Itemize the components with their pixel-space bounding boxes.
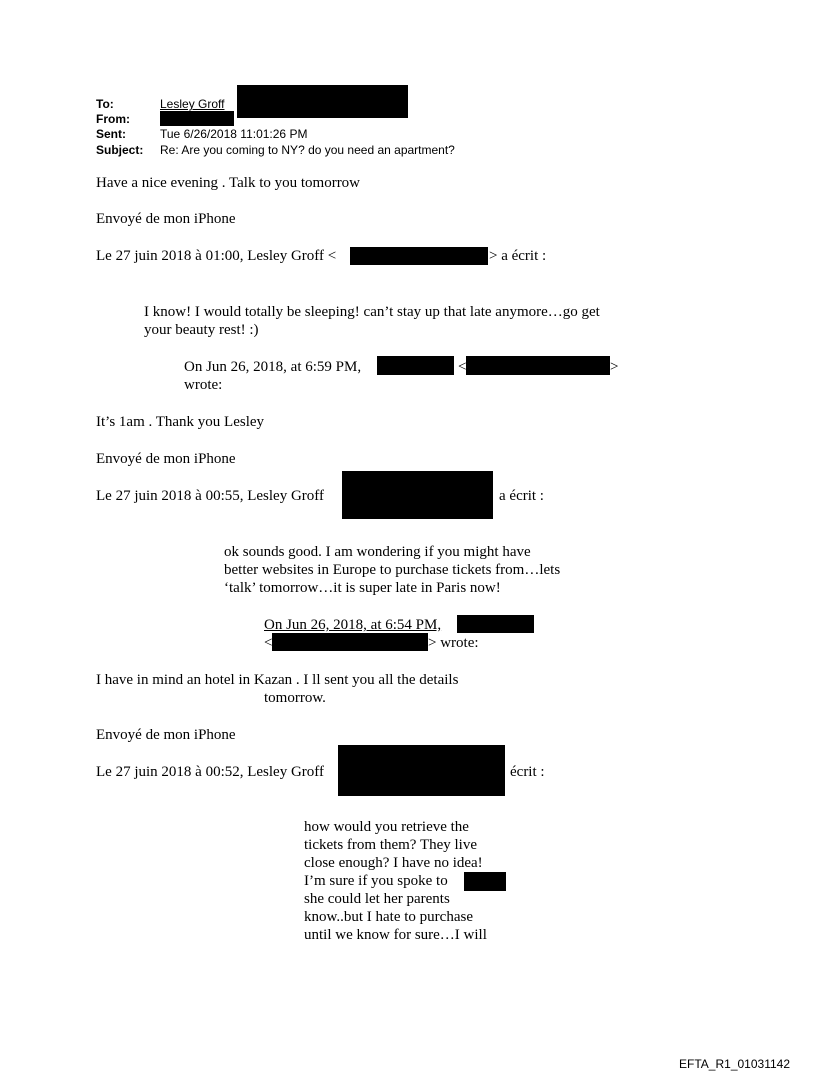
quoted-text: I know! I would totally be sleeping! can’t stay up that late anymore…go get bbox=[144, 304, 600, 320]
redaction-box bbox=[237, 85, 408, 118]
signature: Envoyé de mon iPhone bbox=[96, 211, 236, 227]
signature: Envoyé de mon iPhone bbox=[96, 451, 236, 467]
quote-attribution-suffix: > wrote: bbox=[428, 635, 479, 651]
quote-attribution: On Jun 26, 2018, at 6:59 PM, bbox=[184, 359, 362, 375]
quote-attribution: wrote: bbox=[184, 377, 223, 393]
to-value: Lesley Groff bbox=[160, 97, 225, 111]
from-label: From: bbox=[96, 112, 130, 126]
sent-value: Tue 6/26/2018 11:01:26 PM bbox=[160, 127, 308, 141]
redaction-box bbox=[272, 633, 428, 651]
angle-open: < bbox=[264, 635, 273, 651]
quoted-text: tickets from them? They live bbox=[304, 837, 478, 853]
signature: Envoyé de mon iPhone bbox=[96, 727, 236, 743]
redaction-box bbox=[160, 111, 234, 126]
quote-attribution: Le 27 juin 2018 à 00:55, Lesley Groff bbox=[96, 488, 325, 504]
angle-open: < bbox=[458, 359, 467, 375]
quoted-text: ‘talk’ tomorrow…it is super late in Paris now! bbox=[224, 580, 501, 596]
angle-close: > bbox=[610, 359, 619, 375]
subject-label: Subject: bbox=[96, 143, 144, 157]
quoted-text: how would you retrieve the bbox=[304, 819, 469, 835]
to-label: To: bbox=[96, 97, 114, 111]
redaction-box bbox=[350, 247, 488, 265]
subject-value: Re: Are you coming to NY? do you need an apartment? bbox=[160, 143, 455, 157]
redaction-box bbox=[377, 356, 454, 375]
quote-attribution-suffix: a écrit : bbox=[499, 488, 544, 504]
quote-attribution: On Jun 26, 2018, at 6:54 PM, bbox=[264, 617, 442, 633]
redaction-box bbox=[466, 356, 610, 375]
quoted-text: know..but I hate to purchase bbox=[304, 909, 473, 925]
quoted-text: I’m sure if you spoke to bbox=[304, 873, 448, 889]
quoted-text: better websites in Europe to purchase tickets from…lets bbox=[224, 562, 561, 578]
quoted-text: she could let her parents bbox=[304, 891, 450, 907]
quoted-text: close enough? I have no idea! bbox=[304, 855, 483, 871]
quote-attribution-suffix: écrit : bbox=[510, 764, 545, 780]
reply-text: It’s 1am . Thank you Lesley bbox=[96, 414, 265, 430]
reply-text: Have a nice evening . Talk to you tomorrow bbox=[96, 175, 361, 191]
quoted-text: ok sounds good. I am wondering if you might have bbox=[224, 544, 531, 560]
quote-attribution-suffix: > a écrit : bbox=[489, 248, 547, 264]
quote-attribution: Le 27 juin 2018 à 01:00, Lesley Groff < bbox=[96, 248, 337, 264]
redaction-box bbox=[457, 615, 534, 633]
quoted-text: until we know for sure…I will bbox=[304, 927, 487, 943]
reply-text: I have in mind an hotel in Kazan . I ll sent you all the details bbox=[96, 672, 459, 688]
bates-number: EFTA_R1_01031142 bbox=[679, 1057, 790, 1071]
redaction-box bbox=[338, 745, 505, 796]
redaction-box bbox=[464, 872, 506, 891]
redaction-box bbox=[342, 471, 493, 519]
sent-label: Sent: bbox=[96, 127, 126, 141]
reply-text: tomorrow. bbox=[264, 690, 326, 706]
quoted-text: your beauty rest! :) bbox=[144, 322, 259, 338]
quote-attribution: Le 27 juin 2018 à 00:52, Lesley Groff bbox=[96, 764, 325, 780]
